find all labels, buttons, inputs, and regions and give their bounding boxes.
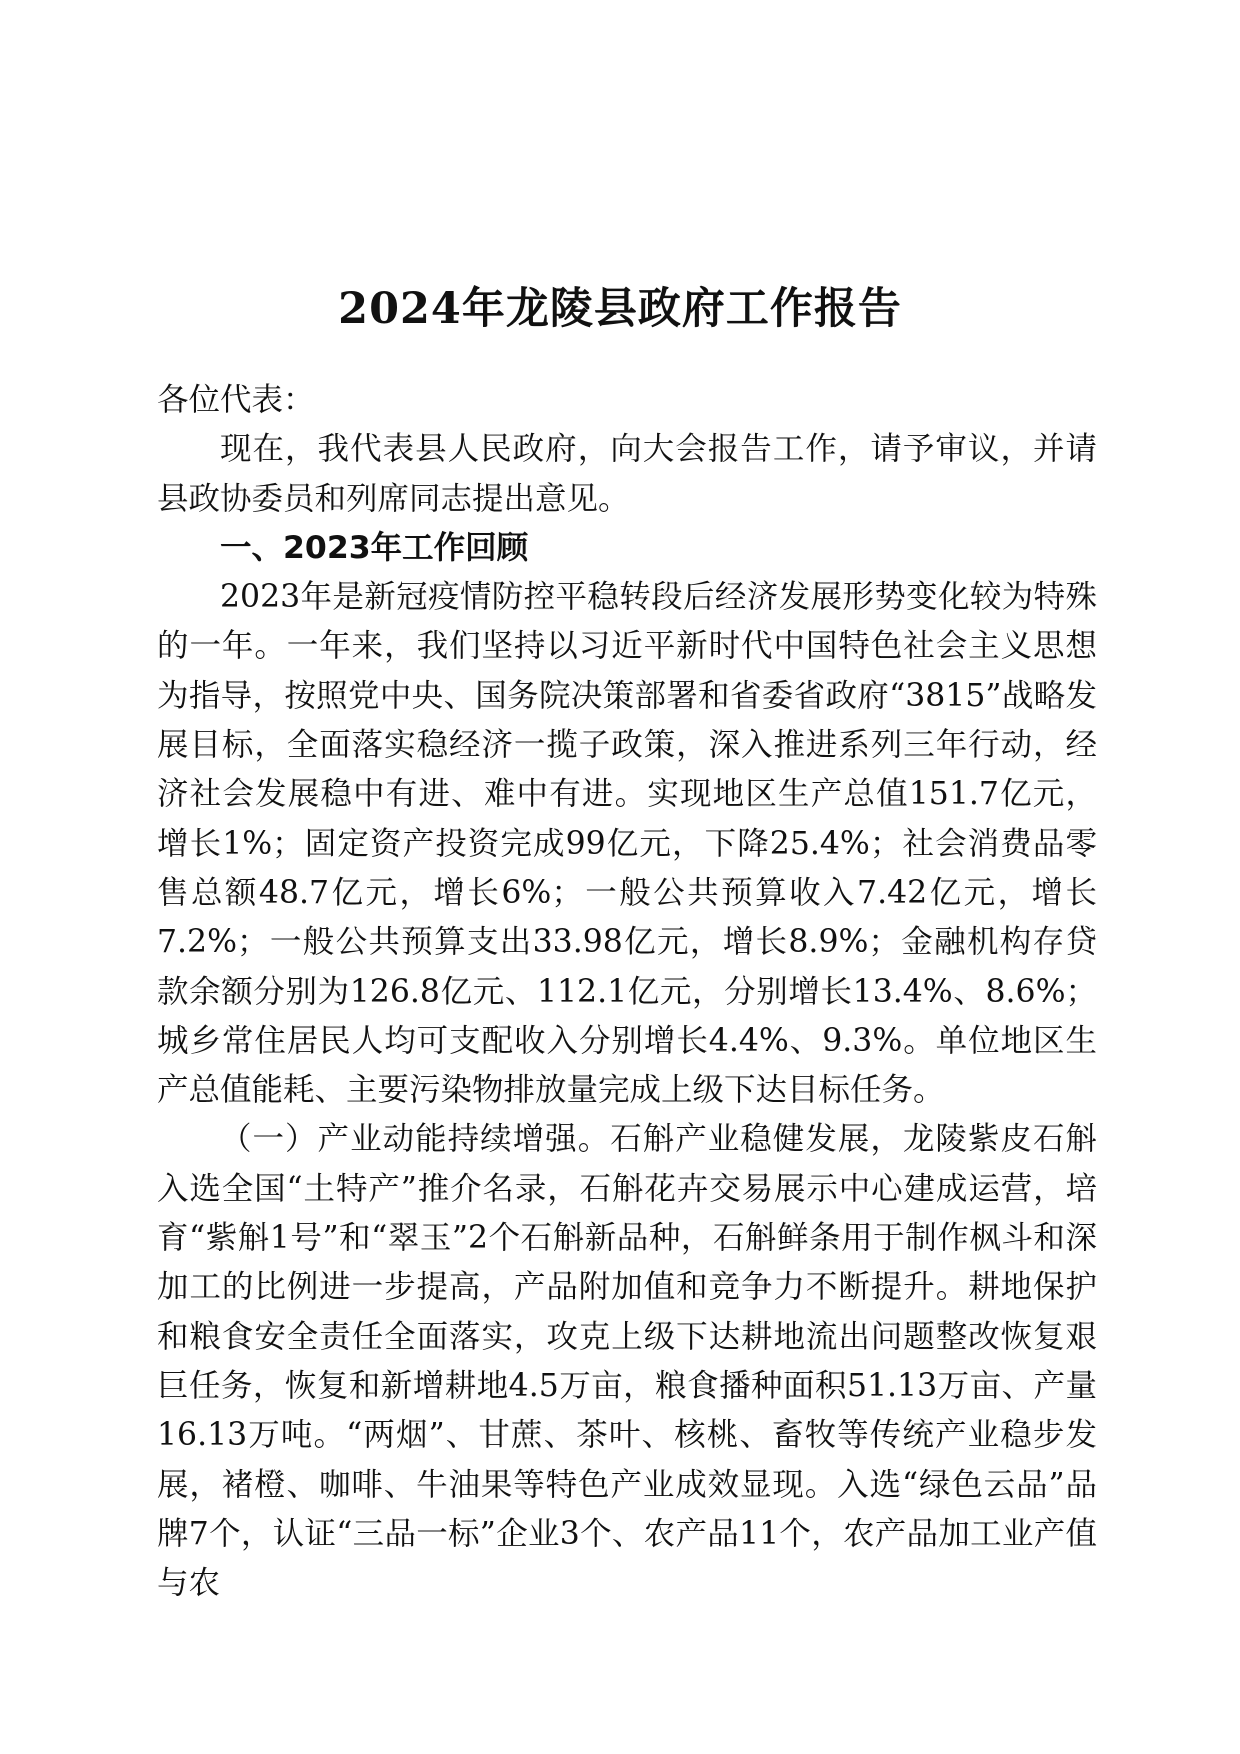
review-paragraph: 2023年是新冠疫情防控平稳转段后经济发展形势变化较为特殊的一年。一年来，我们坚持以习近平新时代中国特色社会主义思想为指导，按照党中央、国务院决策部署和省委省政府“3815”战略发展目标，全面落实稳经济一揽子政策，深入推进系列三年行动，经济社会发展稳中有进、难中有进。实现地区生产总值151.7亿元，增长1%；固定资产投资完成99亿元，下降25.4%；社会消费品零售总额48.7亿元，增长6%；一般公共预算收入7.42亿元，增长7.2%；一般公共预算支出33.98亿元，增长8.9%；金融机构存贷款余额分别为126.8亿元、112.1亿元，分别增长13.4%、8.6%；城乡常住居民人均可支配收入分别增长4.4%、9.3%。单位地区生产总值能耗、主要污染物排放量完成上级下达目标任务。	[157, 579, 1097, 1109]
industry-paragraph	[157, 1115, 1097, 1608]
document-title: 2024年龙陵县政府工作报告	[338, 283, 902, 334]
intro-paragraph: 现在，我代表县人民政府，向大会报告工作，请予审议，并请县政协委员和列席同志提出意见。	[157, 431, 1097, 517]
section-heading: 一、2023年工作回顾	[220, 529, 529, 566]
subsection-lead: （一）产业动能持续增强。	[220, 1121, 611, 1158]
salutation: 各位代表：	[157, 382, 315, 418]
industry-paragraph-text: 石斛产业稳健发展，龙陵紫皮石斛入选全国“土特产”推介名录，石斛花卉交易展示中心建成运营，培育“紫斛1号”和“翠玉”2个石斛新品种，石斛鲜条用于制作枫斗和深加工的比例进一步提高，产品附加值和竞争力不断提升。耕地保护和粮食安全责任全面落实，攻克上级下达耕地流出问题整改恢复艰巨任务，恢复和新增耕地4.5万亩，粮食播种面积51.13万亩、产量16.13万吨。“两烟”、甘蔗、茶叶、核桃、畜牧等传统产业稳步发展，褚橙、咖啡、牛油果等特色产业成效显现。入选“绿色云品”品牌7个，认证“三品一标”企业3个、农产品11个，农产品加工业产值与农	[157, 1121, 1097, 1602]
document-body	[157, 376, 1097, 1608]
